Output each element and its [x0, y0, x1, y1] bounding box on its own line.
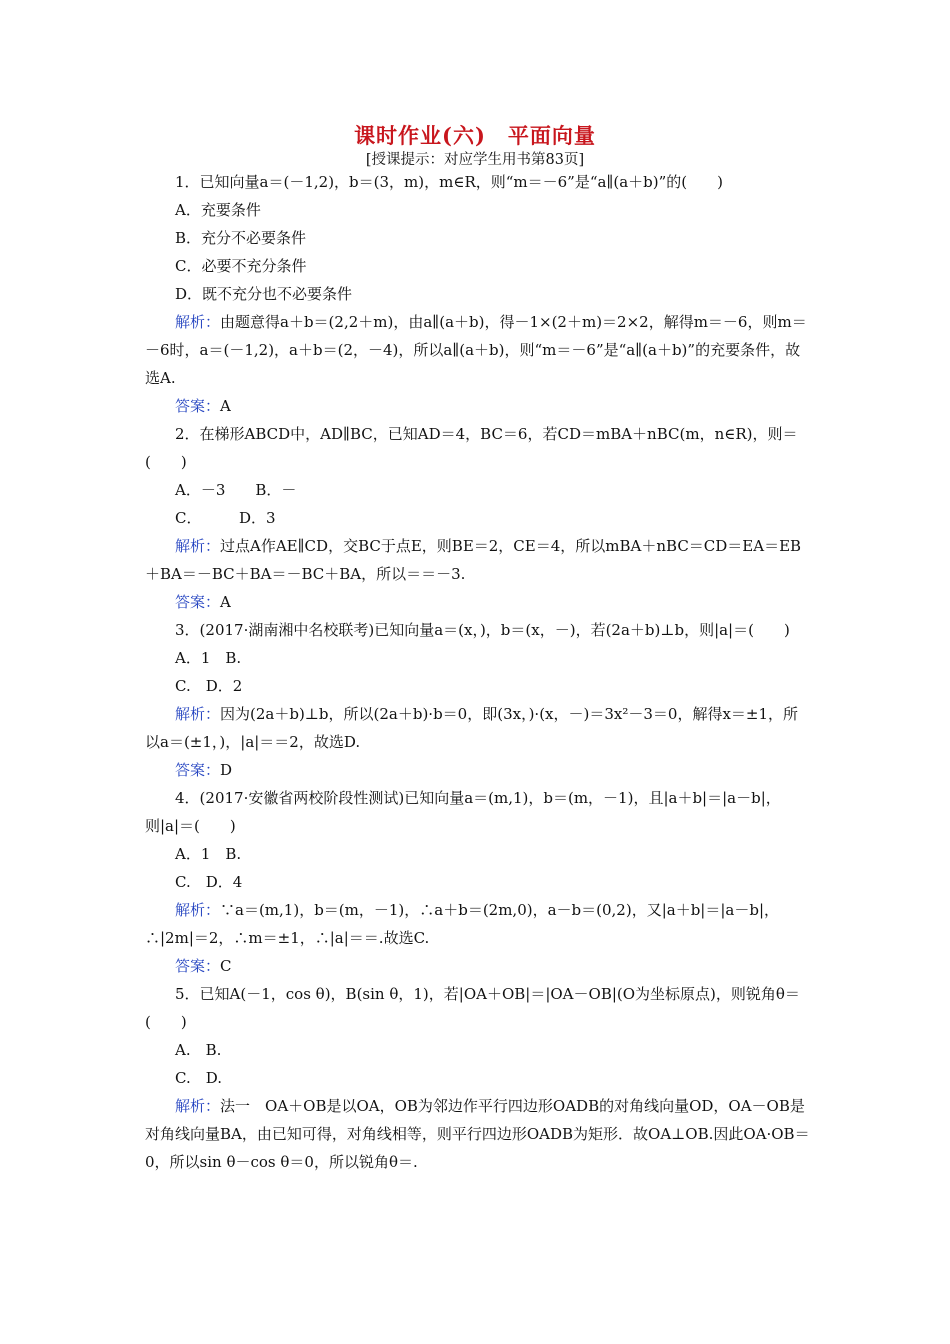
- question-2-answer: [145, 588, 810, 616]
- analysis-label: 解析：: [175, 537, 221, 555]
- question-2-answer-value: A: [220, 593, 231, 611]
- question-3-options-cd: C. D．2: [175, 677, 243, 695]
- question-4-stem: 4．(2017·安徽省两校阶段性测试)已知向量a＝(m,1)，b＝(m，－1)，且|a＋b|＝|a－b|，则|a|＝( ): [145, 789, 781, 835]
- page-title: 课时作业(六) 平面向量: [354, 123, 596, 148]
- question-4-options-ab: A．1 B.: [175, 845, 242, 863]
- document-body: [145, 168, 810, 1176]
- question-1-answer-value: A: [220, 397, 231, 415]
- question-2-stem: 2．在梯形ABCD中，AD∥BC，已知AD＝4，BC＝6，若CD＝mBA＋nBC(m，n∈R)，则＝( ): [145, 425, 798, 471]
- question-1-stem: 1．已知向量a＝(－1,2)，b＝(3，m)，m∈R，则“m＝－6”是“a∥(a＋b)”的( ): [175, 173, 724, 191]
- question-1-option-c: C．必要不充分条件: [175, 257, 307, 275]
- analysis-label: 解析：: [175, 1097, 221, 1115]
- question-1-analysis: [145, 308, 810, 392]
- answer-label: 答案：: [175, 957, 221, 975]
- question-2-analysis-text: 过点A作AE∥CD，交BC于点E，则BE＝2，CE＝4，所以mBA＋nBC＝CD＝EA＝EB＋BA＝－BC＋BA＝－BC＋BA，所以＝＝－3.: [145, 537, 802, 583]
- question-3-answer-value: D: [220, 761, 233, 779]
- question-1-answer: [145, 392, 810, 420]
- page-subtitle: [授课提示：对应学生用书第83页]: [365, 152, 585, 168]
- analysis-label: 解析：: [175, 705, 221, 723]
- question-1-option-a: A．充要条件: [175, 201, 261, 219]
- question-3-stem: 3．(2017·湖南湘中名校联考)已知向量a＝(x，)，b＝(x，－)，若(2a＋b)⊥b，则|a|＝( ): [175, 621, 790, 639]
- analysis-label: 解析：: [175, 901, 221, 919]
- question-1-option-b: B．充分不必要条件: [175, 229, 307, 247]
- question-2-options-cd: C． D．3: [175, 509, 276, 527]
- question-4-analysis: [145, 896, 810, 952]
- answer-label: 答案：: [175, 593, 221, 611]
- answer-label: 答案：: [175, 397, 221, 415]
- question-4-analysis-text: ∵a＝(m,1)，b＝(m，－1)，∴a＋b＝(2m,0)，a－b＝(0,2)，又|a＋b|＝|a－b|，∴|2m|＝2，∴m＝±1，∴|a|＝＝.故选C.: [145, 901, 780, 947]
- question-3-analysis-text: 因为(2a＋b)⊥b，所以(2a＋b)·b＝0，即(3x，)·(x，－)＝3x²－3＝0，解得x＝±1，所以a＝(±1，)，|a|＝＝2，故选D.: [145, 705, 799, 751]
- question-2-options-ab: A．－3 B．－: [175, 481, 297, 499]
- question-4-options-cd: C. D．4: [175, 873, 243, 891]
- question-3-answer: [145, 756, 810, 784]
- question-1-analysis-text: 由题意得a＋b＝(2,2＋m)，由a∥(a＋b)，得－1×(2＋m)＝2×2，解得m＝－6，则m＝－6时，a＝(－1,2)，a＋b＝(2，－4)，所以a∥(a＋b)，则“m＝－6”是“a∥(a＋b)”的充要条件，故选A.: [145, 313, 807, 387]
- question-5-analysis-text: 法一 OA＋OB是以OA，OB为邻边作平行四边形OADB的对角线向量OD，OA－OB是对角线向量BA，由已知可得，对角线相等，则平行四边形OADB为矩形．故OA⊥OB.因此OA·OB＝0，所以sin θ－cos θ＝0，所以锐角θ＝.: [145, 1097, 810, 1171]
- question-5-options-ab: A. B.: [175, 1041, 222, 1059]
- question-2-analysis: [145, 532, 810, 588]
- analysis-label: 解析：: [175, 313, 221, 331]
- answer-label: 答案：: [175, 761, 221, 779]
- question-4-answer: [145, 952, 810, 980]
- question-4-answer-value: C: [220, 957, 232, 975]
- question-5-stem: 5．已知A(－1，cos θ)，B(sin θ，1)，若|OA＋OB|＝|OA－OB|(O为坐标原点)，则锐角θ＝( ): [145, 985, 800, 1031]
- question-3-options-ab: A．1 B.: [175, 649, 242, 667]
- question-1-option-d: D．既不充分也不必要条件: [175, 285, 353, 303]
- question-5-options-cd: C. D.: [175, 1069, 222, 1087]
- question-3-analysis: [145, 700, 810, 756]
- question-5-analysis: [145, 1092, 810, 1176]
